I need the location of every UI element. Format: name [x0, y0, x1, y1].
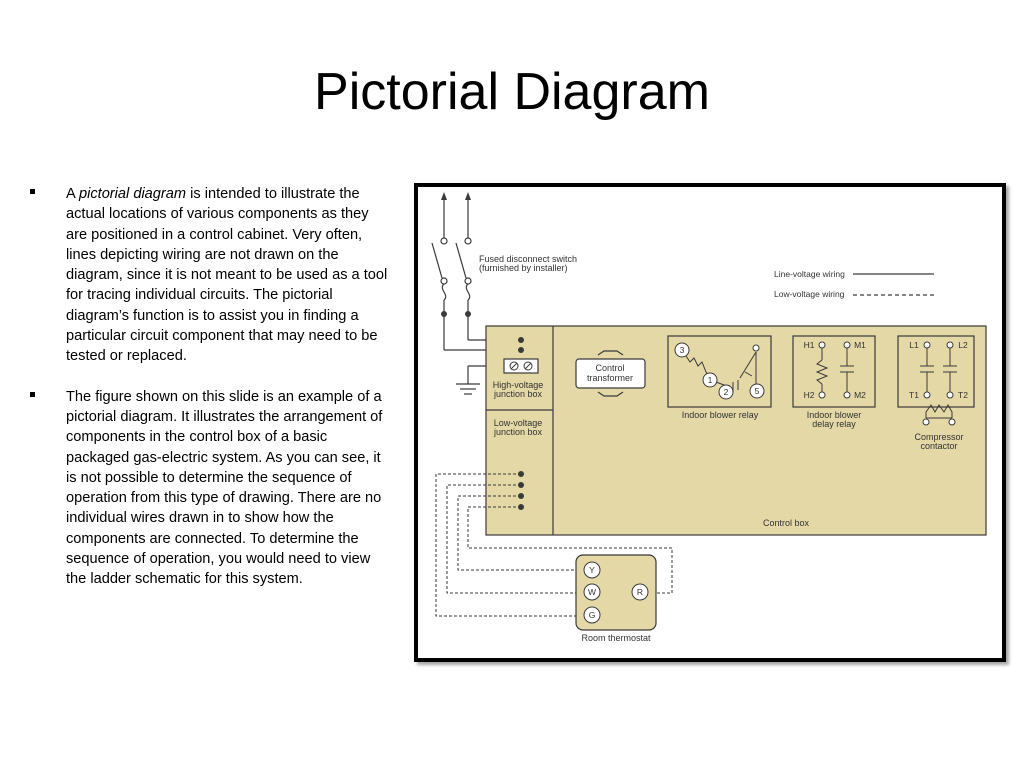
lv-box-label-line2: junction box: [493, 427, 543, 437]
legend-low-voltage: Low-voltage wiring: [774, 289, 845, 299]
bullet-item: [30, 184, 392, 367]
blower-relay-terminal: 1: [707, 375, 713, 385]
hv-box-label-line2: junction box: [493, 389, 543, 399]
blower-relay-terminal: 5: [754, 386, 760, 396]
thermostat-terminal-y: Y: [589, 565, 595, 575]
transformer-label-line1: Control: [595, 363, 625, 373]
bullet-text: The figure shown on this slide is an example of a pictorial diagram. It illustrates the arrangement of components in the control box of a basic packaged gas-electric system. As you can see, it is not possible to determine the sequence of operation from this type of drawing. There are no individual wires drawn in to show how the components are connected. To determine the sequence of operation, you would need to view the ladder schematic for this system.: [66, 388, 383, 588]
bullet-list: [30, 184, 392, 610]
thermostat-terminal-w: W: [587, 587, 597, 597]
contactor-label-line1: Compressor: [914, 432, 964, 442]
bullet-marker-icon: [30, 189, 35, 194]
disconnect-label-line1: Fused disconnect switch: [479, 254, 578, 264]
hv-box-label-line1: High-voltage: [492, 380, 544, 390]
delay-relay-terminal: H2: [803, 390, 815, 400]
bullet-text-rest: is intended to illustrate the actual locations of various components as they are positioned in a control cabinet. Very often, lines depicting wiring are not drawn on the diagram, since it is not meant to be used as a tool for tracing individual circuits. The pictorial diagram’s function is to assist you in finding a particular circuit component that may need to be tested or replaced.: [66, 186, 388, 365]
pictorial-diagram: [418, 187, 1002, 658]
disconnect-label-line2: (furnished by installer): [479, 263, 568, 273]
contactor-terminal: L1: [909, 340, 919, 350]
blower-relay-terminal: 2: [723, 387, 729, 397]
blower-relay-label: Indoor blower relay: [681, 410, 759, 420]
delay-relay-terminal: M1: [854, 340, 866, 350]
bullet-text-emphasis: pictorial diagram: [78, 186, 187, 202]
contactor-terminal: L2: [958, 340, 968, 350]
delay-relay-terminal: H1: [803, 340, 815, 350]
control-box-label: Control box: [762, 518, 810, 528]
thermostat-terminal-g: G: [588, 610, 596, 620]
bullet-item: [30, 387, 392, 590]
diagram-frame: [414, 183, 1006, 662]
slide-title: Pictorial Diagram: [314, 63, 710, 121]
legend-line-voltage: Line-voltage wiring: [774, 269, 845, 279]
thermostat-terminal-r: R: [636, 587, 644, 597]
transformer-label-line2: transformer: [586, 373, 634, 383]
contactor-terminal: T1: [909, 390, 919, 400]
thermostat-label: Room thermostat: [581, 633, 651, 643]
contactor-terminal: T2: [958, 390, 968, 400]
lv-box-label-line1: Low-voltage: [493, 418, 543, 428]
bullet-text-lead: A: [66, 186, 79, 202]
delay-relay-terminal: M2: [854, 390, 866, 400]
delay-relay-label-line1: Indoor blower: [806, 410, 862, 420]
bullet-marker-icon: [30, 392, 35, 397]
contactor-label-line2: contactor: [920, 441, 958, 451]
blower-relay-terminal: 3: [679, 345, 685, 355]
delay-relay-label-line2: delay relay: [812, 419, 856, 429]
